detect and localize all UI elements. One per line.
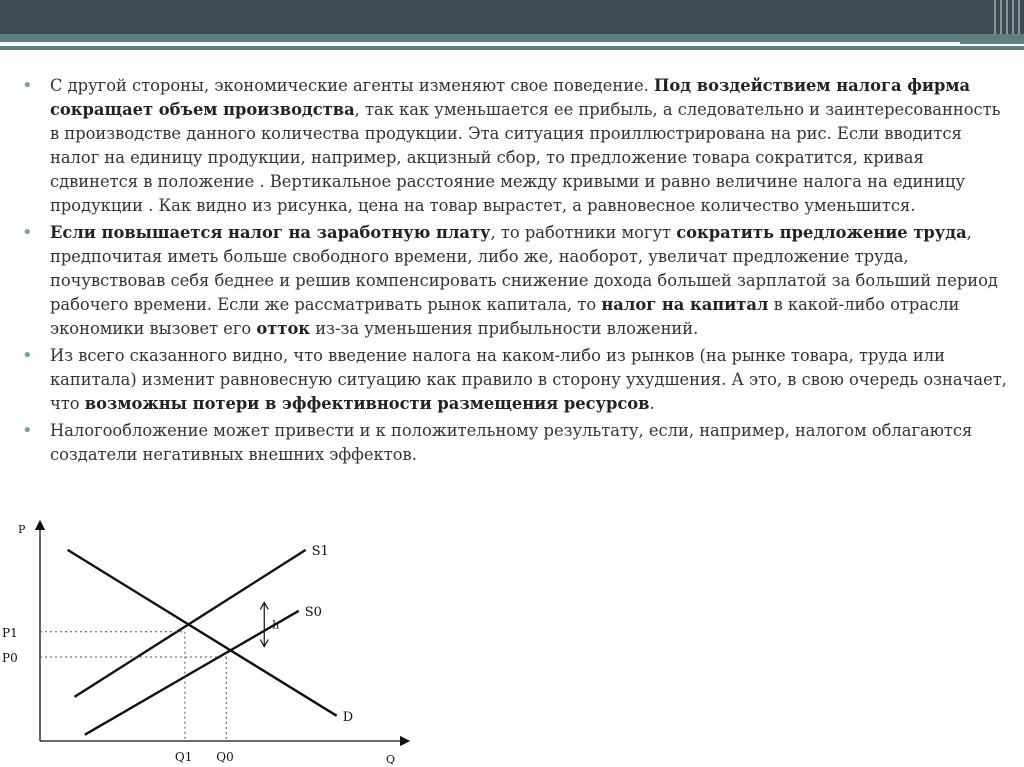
bullet-item: • Если повышается налог на заработную плату, то работники могут сократить предложение труда, предпочитая иметь больше свободного времени, либо же, наоборот, увеличат предложение труда, почувствовав себя беднее и решив компенсировать снижение дохода большей зарплатой за больший период рабочего времени. Если же рассматривать рынок капитала, то налог на капитал в какой-либо отрасли экономики вызовет его отток из-за уменьшения прибыльности вложений. bbox=[22, 222, 998, 338]
bold-text: Под воздействием налога фирма сокращает объем производства bbox=[50, 76, 971, 119]
bullet-icon: • bbox=[22, 75, 33, 96]
supply-demand-chart bbox=[0, 505, 420, 767]
bold-text: Если повышается налог на заработную плату bbox=[50, 223, 491, 242]
bold-text: возможны потери в эффективности размещения ресурсов bbox=[84, 394, 650, 413]
bold-text: налог на капитал bbox=[601, 295, 769, 314]
bullet-icon: • bbox=[22, 345, 33, 366]
bullet-icon: • bbox=[22, 420, 33, 441]
tax-label: h bbox=[272, 618, 280, 632]
header-dark-bar bbox=[0, 0, 1024, 34]
bullet-item: • С другой стороны, экономические агенты изменяют свое поведение. Под воздействием налога фирма сокращает объем производства, так как уменьшается ее прибыль, а следовательно и заинтересованность в производстве данного количества продукции. Эта ситуация проиллюстрирована на рис. Если вводится налог на единицу продукции, например, акцизный сбор, то предложение товара сократится, кривая сдвинется в положение . Вертикальное расстояние между кривыми и равно величине налога на единицу продукции . Как видно из рисунка, цена на товар вырастет, а равновесное количество уменьшится. bbox=[22, 75, 1001, 215]
y-axis-label: P bbox=[18, 523, 26, 536]
bold-text: сократить предложение труда bbox=[676, 223, 967, 242]
header-line bbox=[0, 50, 950, 52]
series-line-d bbox=[68, 550, 337, 716]
series-label-s1: S1 bbox=[311, 543, 329, 559]
header-line bbox=[0, 42, 960, 44]
series-label-s0: S0 bbox=[304, 604, 322, 620]
price-tick-label: P1 bbox=[2, 625, 18, 640]
bullet-item: • Из всего сказанного видно, что введение налога на каком-либо из рынков (на рынке товара, труда или капитала) изменит равновесную ситуацию как правило в сторону ухудшения. А это, в свою очередь означает, что возможны потери в эффективности размещения ресурсов. bbox=[22, 345, 1007, 413]
series-label-d: D bbox=[342, 709, 354, 725]
bold-text: отток bbox=[256, 319, 311, 338]
bullet-item: • Налогообложение может привести и к положительному результату, если, например, налогом облагаются создатели негативных внешних эффектов. bbox=[22, 420, 973, 464]
header-stripes bbox=[990, 0, 1024, 34]
slide-body bbox=[22, 74, 1012, 470]
x-axis-label: Q bbox=[386, 753, 396, 766]
bullet-icon: • bbox=[22, 222, 33, 243]
price-tick-label: P0 bbox=[2, 651, 18, 665]
quantity-tick-label: Q0 bbox=[216, 750, 234, 764]
quantity-tick-label: Q1 bbox=[174, 750, 193, 764]
